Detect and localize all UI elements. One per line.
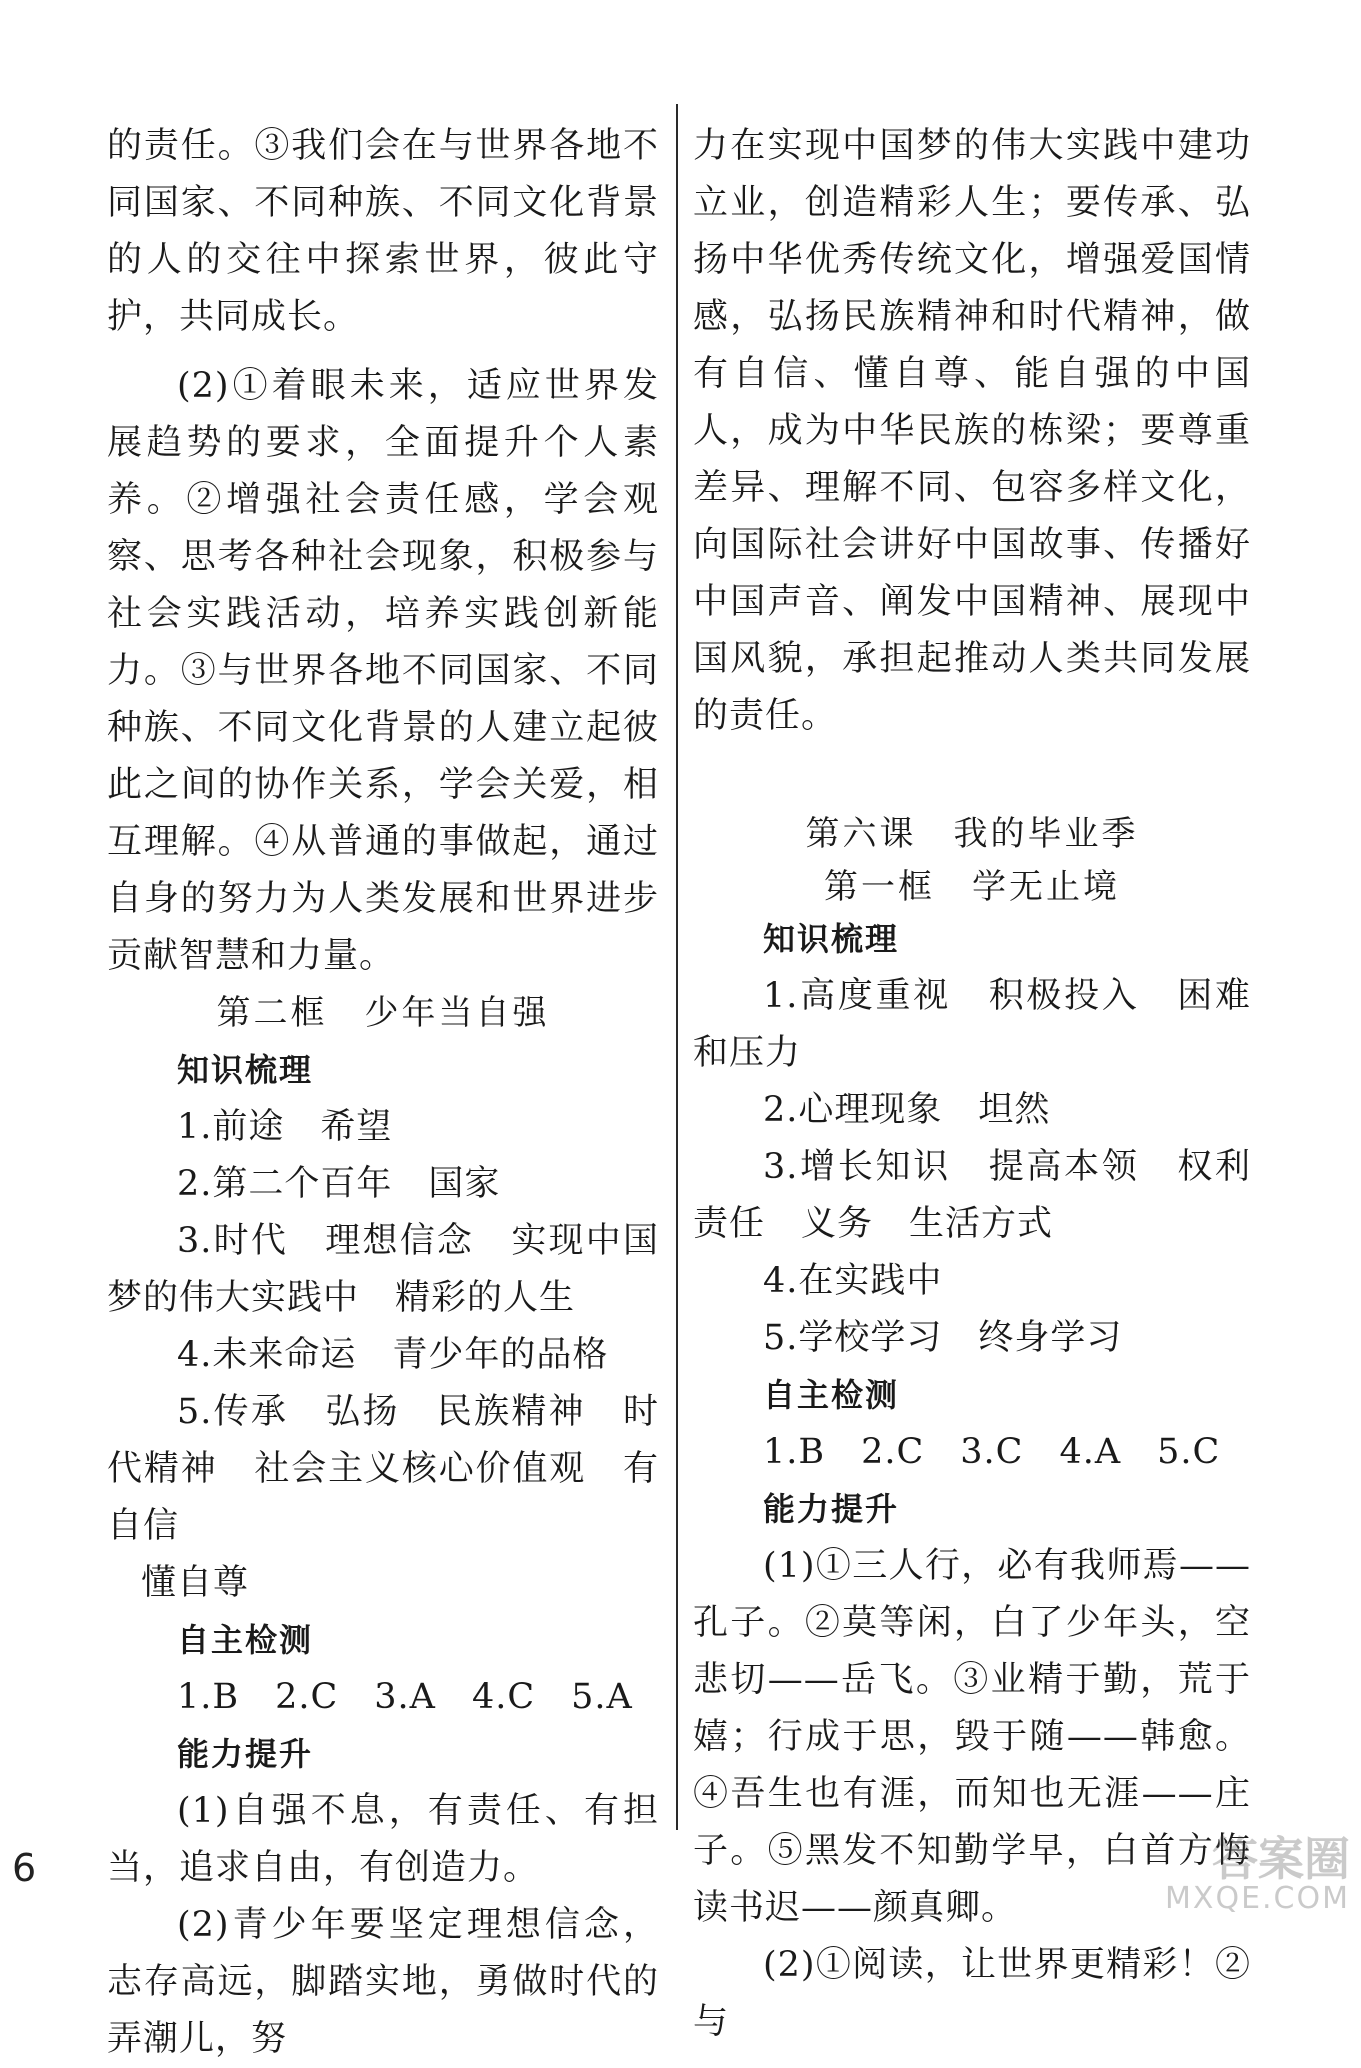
answer-line: 2.心理现象 坦然 <box>763 1090 1051 1130</box>
section-title: 第一框 学无止境 <box>824 867 1120 907</box>
right-column <box>693 118 1251 2051</box>
column-divider <box>676 104 678 1830</box>
answer-line: 1.B 2.C 3.C 4.A 5.C <box>763 1432 1221 1472</box>
watermark-logo-text: 答案圈 <box>1212 1832 1350 1886</box>
answer-line: 4.未来命运 青少年的品格 <box>177 1335 609 1375</box>
spacer <box>693 745 1251 802</box>
selfcheck-heading: 自主检测 <box>763 1376 900 1414</box>
answer-line: 3.时代 理想信念 实现中国梦的伟大实践中 精彩的人生 <box>107 1221 659 1318</box>
answer-line: 1.B 2.C 3.A 4.C 5.A <box>177 1677 633 1717</box>
answer-line: 3.增长知识 提高本领 权利责任 义务 生活方式 <box>693 1147 1251 1244</box>
answer-line: 2.第二个百年 国家 <box>177 1164 501 1204</box>
answer-line: 5.学校学习 终身学习 <box>763 1318 1123 1358</box>
answer-line: 5.传承 弘扬 民族精神 时代精神 社会主义核心价值观 有自信 <box>107 1392 659 1546</box>
paragraph: 的责任。③我们会在与世界各地不同国家、不同种族、不同文化背景的人的交往中探索世界，彼此守护，共同成长。 <box>107 126 659 337</box>
answer-line: (2)青少年要坚定理想信念，志存高远，脚踏实地，勇做时代的弄潮儿，努 <box>107 1905 659 2059</box>
watermark-logo <box>1120 1832 1350 1916</box>
answer-line: 1.前途 希望 <box>177 1107 393 1147</box>
knowledge-heading: 知识梳理 <box>763 920 900 958</box>
paragraph: 力在实现中国梦的伟大实践中建功立业，创造精彩人生；要传承、弘扬中华优秀传统文化，增强爱国情感，弘扬民族精神和时代精神，做有自信、懂自尊、能自强的中国人，成为中华民族的栋梁；要尊重差异、理解不同、包容多样文化，向国际社会讲好中国故事、传播好中国声音、阐发中国精神、展现中国风貌，承担起推动人类共同发展的责任。 <box>693 126 1251 736</box>
answer-line: (2)①阅读，让世界更精彩！②与 <box>693 1945 1251 2042</box>
answer-line: 4.在实践中 <box>763 1261 943 1301</box>
answer-line: 1.高度重视 积极投入 困难和压力 <box>693 976 1251 1073</box>
left-column <box>107 118 659 2068</box>
paragraph: (2)①着眼未来，适应世界发展趋势的要求，全面提升个人素养。②增强社会责任感，学会观察、思考各种社会现象，积极参与社会实践活动，培养实践创新能力。③与世界各地不同国家、不同种族、不同文化背景的人建立起彼此之间的协作关系，学会关爱，相互理解。④从普通的事做起，通过自身的努力为人类发展和世界进步贡献智慧和力量。 <box>107 366 659 976</box>
ability-heading: 能力提升 <box>177 1735 314 1773</box>
answer-line: 懂自尊 <box>141 1563 250 1603</box>
knowledge-heading: 知识梳理 <box>177 1051 314 1089</box>
section-title: 第二框 少年当自强 <box>216 993 550 1033</box>
watermark-url: MXQE.COM <box>1165 1881 1350 1916</box>
answer-line: (1)①三人行，必有我师焉——孔子。②莫等闲，白了少年头，空悲切——岳飞。③业精于勤，荒于嬉；行成于思，毁于随——韩愈。④吾生也有涯，而知也无涯——庄子。⑤黑发不知勤学早，白首方悔读书迟——颜真卿。 <box>693 1546 1251 1928</box>
selfcheck-heading: 自主检测 <box>177 1621 314 1659</box>
page-number: 6 <box>12 1846 37 1890</box>
answer-line: (1)自强不息，有责任、有担当，追求自由，有创造力。 <box>107 1791 659 1888</box>
ability-heading: 能力提升 <box>763 1490 900 1528</box>
lesson-title: 第六课 我的毕业季 <box>805 814 1139 854</box>
